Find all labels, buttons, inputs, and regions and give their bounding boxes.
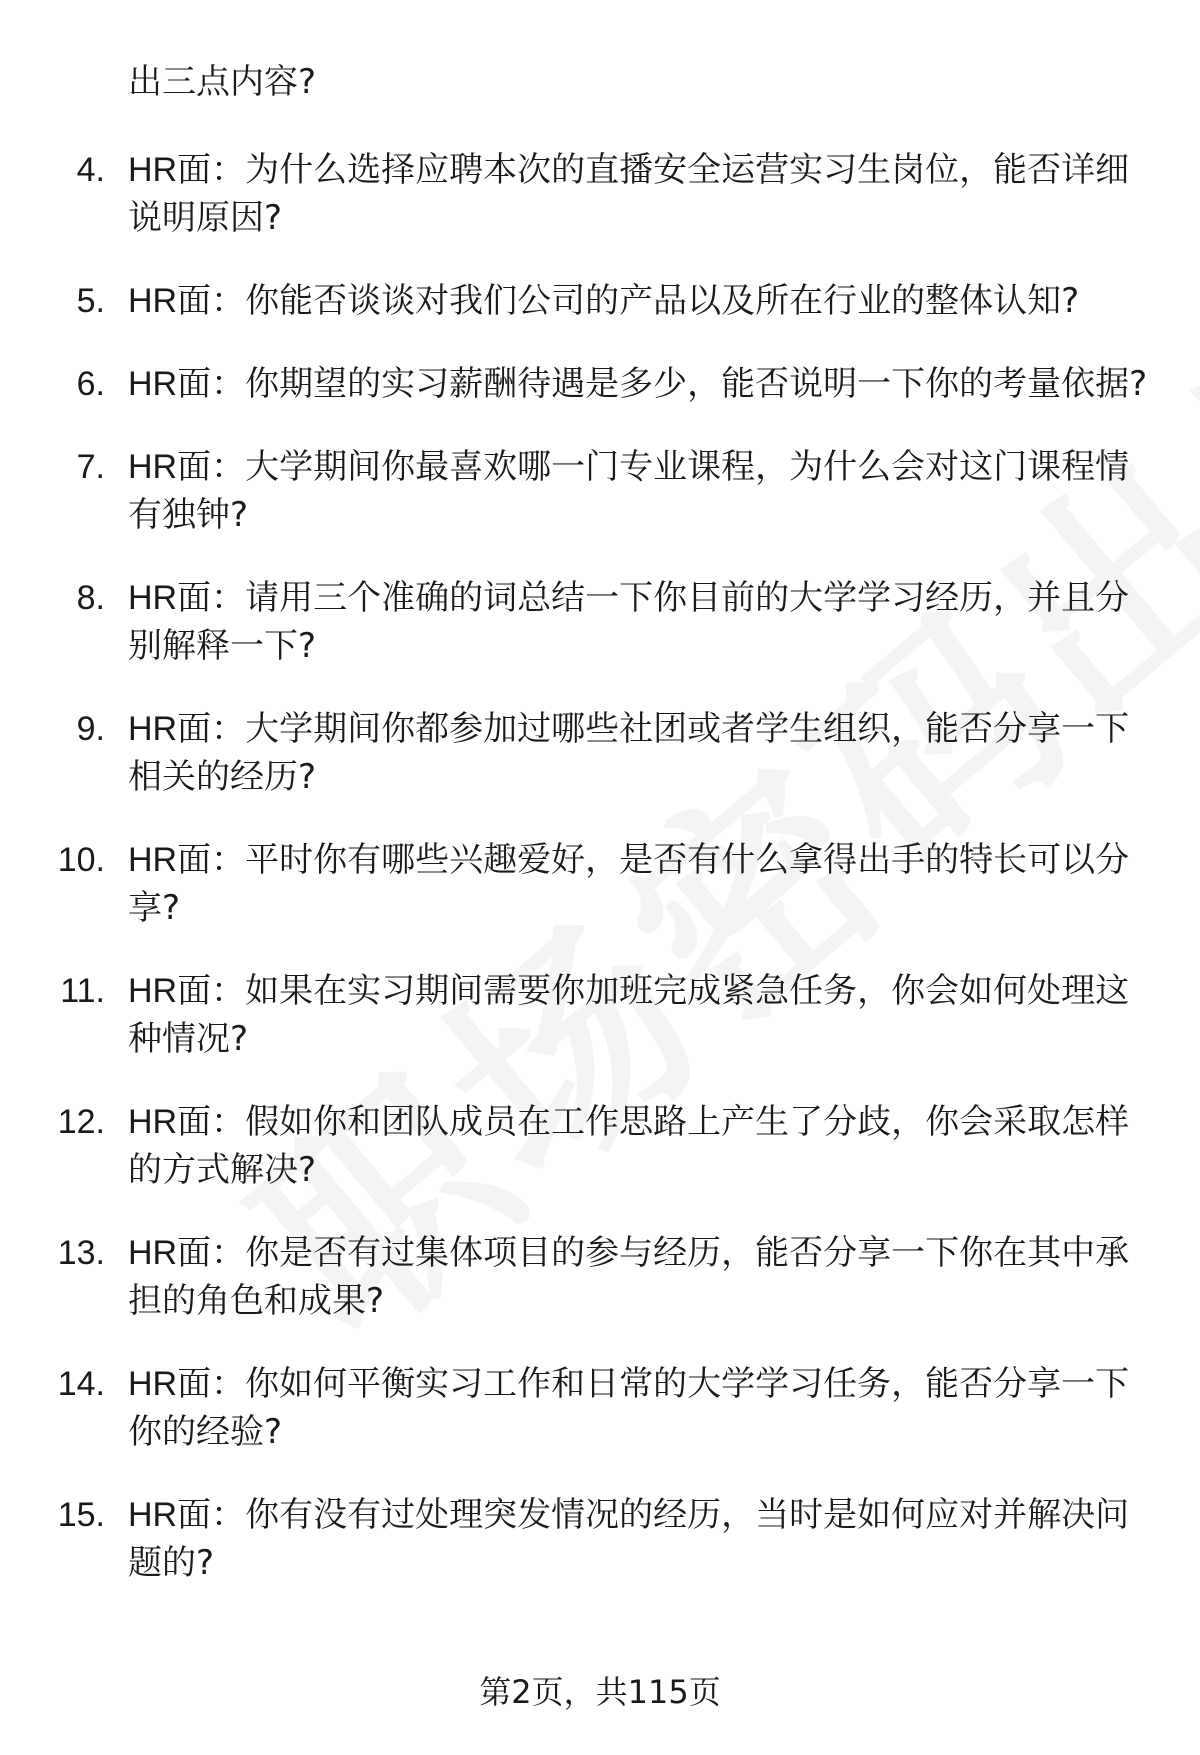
list-item (0, 1491, 1200, 1587)
list-item (0, 277, 1200, 325)
question-text (128, 574, 1158, 670)
question-number: 15. (57, 1496, 105, 1534)
question-body: 你能否谈谈对我们公司的产品以及所在行业的整体认知? (245, 281, 1080, 321)
list-item (0, 967, 1200, 1063)
question-body: 你期望的实习薪酬待遇是多少，能否说明一下你的考量依据? (245, 364, 1148, 404)
question-body: 你有没有过处理突发情况的经历，当时是如何应对并解决问题的? (128, 1495, 1130, 1583)
list-item (0, 1360, 1200, 1456)
list-item (0, 1098, 1200, 1194)
question-body: 大学期间你最喜欢哪一门专业课程，为什么会对这门课程情有独钟? (128, 447, 1130, 535)
question-number: 13. (57, 1234, 105, 1272)
question-text (128, 705, 1158, 801)
question-number: 14. (57, 1365, 105, 1403)
question-text (128, 146, 1158, 242)
question-prefix: HR面： (128, 579, 246, 617)
question-prefix: HR面： (128, 841, 246, 879)
question-body: 如果在实习期间需要你加班完成紧急任务，你会如何处理这种情况? (128, 971, 1130, 1059)
question-text (128, 1360, 1158, 1456)
question-body: 平时你有哪些兴趣爱好，是否有什么拿得出手的特长可以分享? (128, 840, 1130, 928)
question-prefix: HR面： (128, 1496, 246, 1534)
list-item (0, 574, 1200, 670)
question-number: 12. (57, 1103, 105, 1141)
question-number: 11. (60, 972, 105, 1010)
question-text (128, 1491, 1158, 1587)
question-text (128, 443, 1158, 539)
question-prefix: HR面： (128, 972, 246, 1010)
question-body: 为什么选择应聘本次的直播安全运营实习生岗位，能否详细说明原因? (128, 150, 1130, 238)
question-body: 你是否有过集体项目的参与经历，能否分享一下你在其中承担的角色和成果? (128, 1233, 1130, 1321)
question-number: 5. (76, 282, 105, 320)
question-number: 8. (76, 579, 105, 617)
question-number: 10. (57, 841, 105, 879)
list-item (0, 836, 1200, 932)
question-text (128, 967, 1158, 1063)
question-text (128, 1229, 1158, 1325)
question-prefix: HR面： (128, 448, 246, 486)
question-text (128, 360, 1158, 408)
question-prefix: HR面： (128, 365, 246, 403)
list-item (0, 360, 1200, 408)
question-body: 大学期间你都参加过哪些社团或者学生组织，能否分享一下相关的经历? (128, 709, 1130, 797)
list-item (0, 1229, 1200, 1325)
list-item (0, 443, 1200, 539)
list-item (0, 146, 1200, 242)
list-item (0, 705, 1200, 801)
question-body: 你如何平衡实习工作和日常的大学学习任务，能否分享一下你的经验? (128, 1364, 1130, 1452)
question-number: 4. (76, 151, 105, 189)
question-text (128, 277, 1158, 325)
question-prefix: HR面： (128, 1365, 246, 1403)
question-prefix: HR面： (128, 151, 246, 189)
question-text (128, 1098, 1158, 1194)
question-number: 7. (76, 448, 105, 486)
question-body: 假如你和团队成员在工作思路上产生了分歧，你会采取怎样的方式解决? (128, 1102, 1130, 1190)
question-prefix: HR面： (128, 1234, 246, 1272)
continued-question-text: 出三点内容? (128, 62, 317, 102)
question-list (0, 146, 1200, 1622)
question-prefix: HR面： (128, 1103, 246, 1141)
question-prefix: HR面： (128, 710, 246, 748)
page-footer: 第2页，共115页 (479, 1673, 721, 1711)
question-number: 6. (76, 365, 105, 403)
question-text (128, 836, 1158, 932)
question-prefix: HR面： (128, 282, 246, 320)
question-number: 9. (76, 710, 105, 748)
question-body: 请用三个准确的词总结一下你目前的大学学习经历，并且分别解释一下? (128, 578, 1130, 666)
